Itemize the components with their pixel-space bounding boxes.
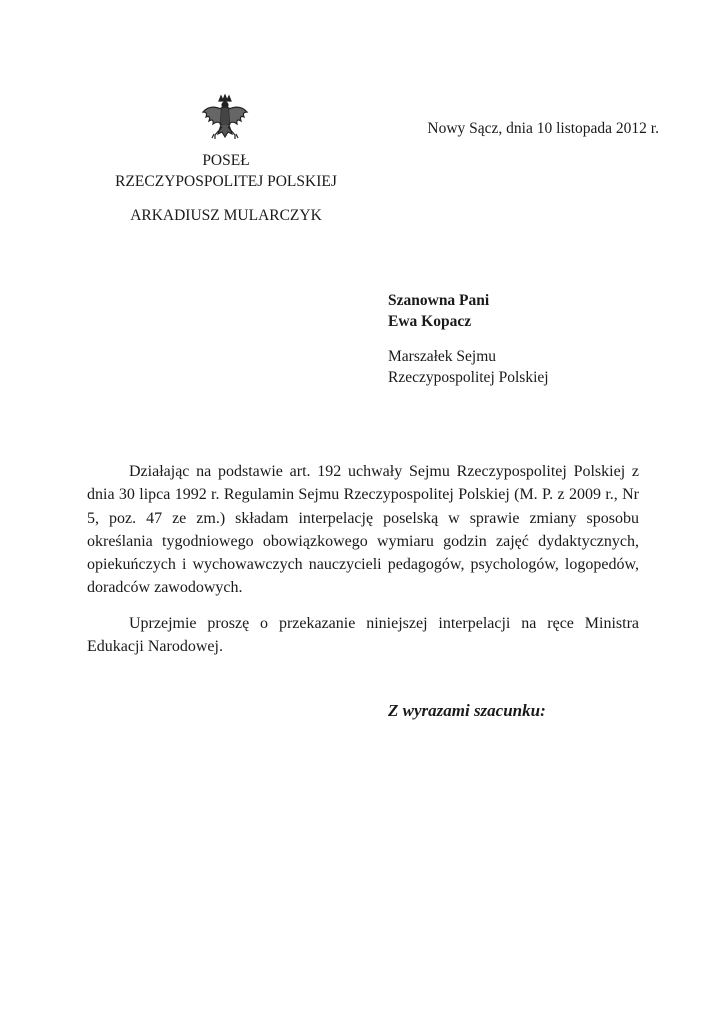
sender-title-line2: RZECZYPOSPOLITEJ POLSKIEJ (115, 173, 337, 190)
sender-block (95, 150, 357, 226)
polish-eagle-icon (200, 94, 250, 146)
recipient-block (388, 290, 549, 388)
closing-salutation: Z wyrazami szacunku: (388, 701, 546, 720)
recipient-role-line1: Marszałek Sejmu (388, 348, 497, 365)
body-paragraph-2: Uprzejmie proszę o przekazanie niniejszej interpelacji na ręce Ministra Edukacji Narodowej. (87, 614, 639, 656)
recipient-role-line2: Rzeczypospolitej Polskiej (388, 369, 549, 386)
recipient-name: Ewa Kopacz (388, 313, 472, 330)
body-paragraph-1: Działając na podstawie art. 192 uchwały Sejmu Rzeczypospolitej Polskiej z dnia 30 lipca 1992 r. Regulamin Sejmu Rzeczypospolitej Polskiej (M. P. z 2009 r., Nr 5, poz. 47 ze zm.) składam interpelację poselską w sprawie zmiany sposobu określania tygodniowego obowiązkowego wymiaru godzin zajęć dydaktycznych, opiekuńczych i wychowawczych nauczycieli pedagogów, psychologów, logopedów, doradców zawodowych. (87, 463, 639, 597)
recipient-greeting: Szanowna Pani (388, 292, 490, 309)
sender-title-line1: POSEŁ (202, 152, 250, 169)
letter-body (87, 460, 639, 670)
sender-name: ARKADIUSZ MULARCZYK (130, 207, 322, 224)
letter-date: Nowy Sącz, dnia 10 listopada 2012 r. (427, 120, 659, 137)
